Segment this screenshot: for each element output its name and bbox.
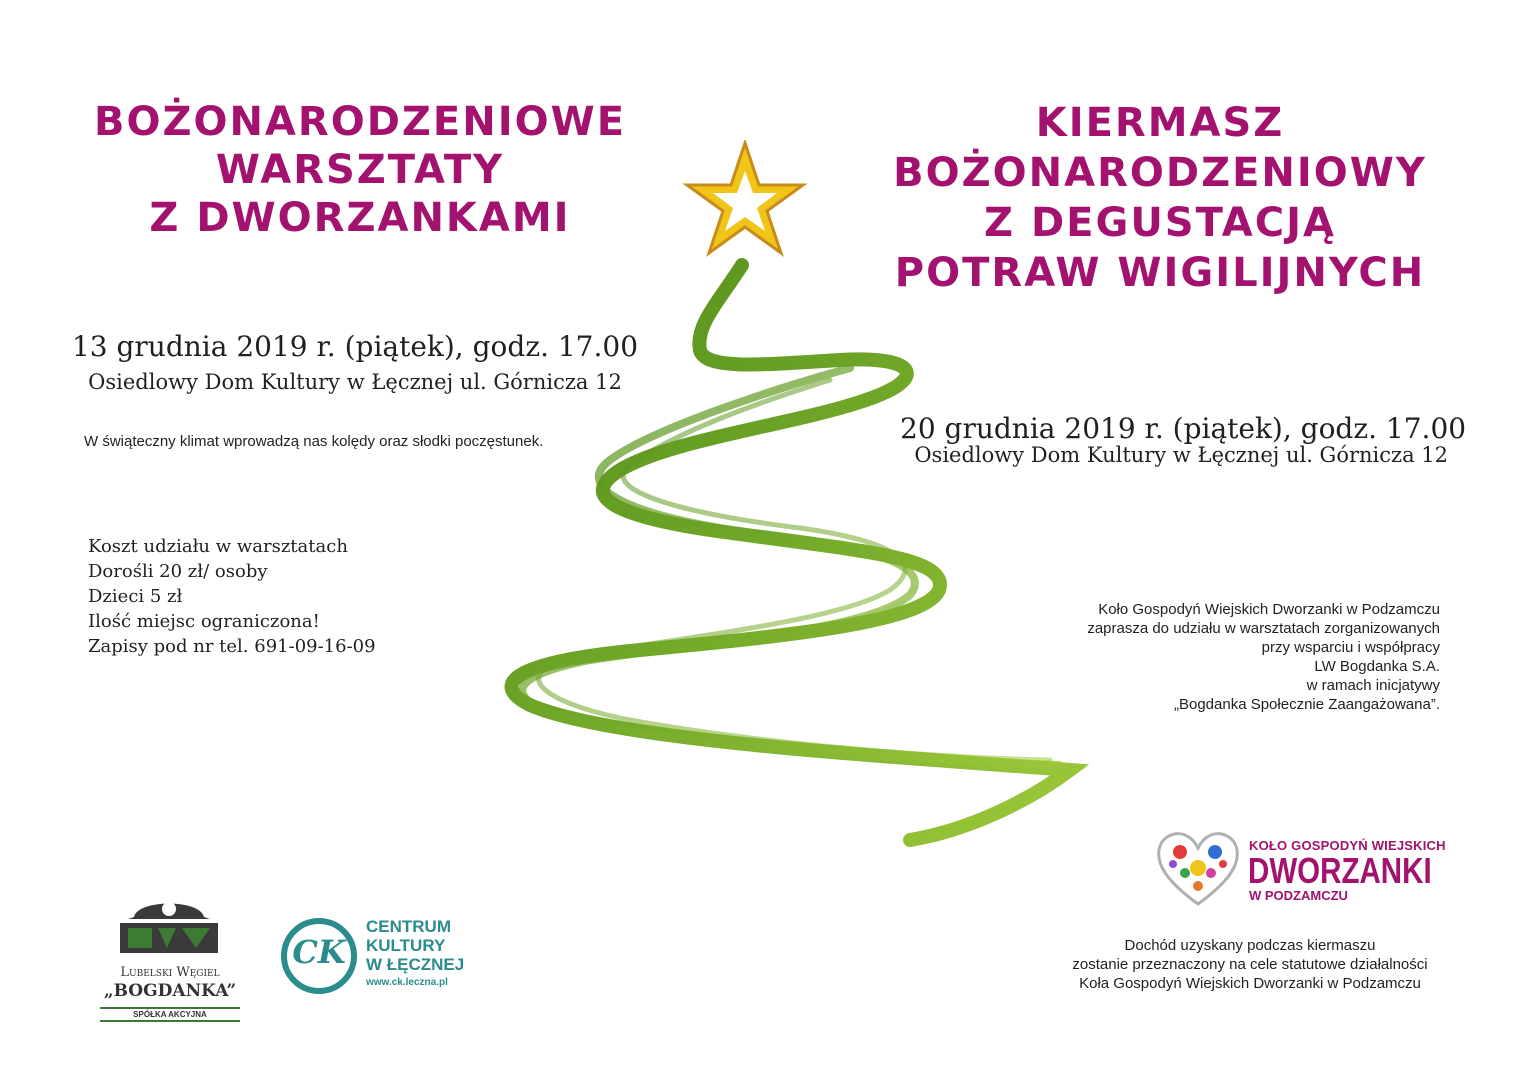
bogdanka-logo xyxy=(100,895,240,1030)
left-event-date: 13 grudnia 2019 r. (piątek), godz. 17.00 xyxy=(71,330,639,363)
ck-line1: CENTRUM xyxy=(366,917,451,936)
kgw-line3: W PODZAMCZU xyxy=(1249,888,1348,903)
left-title-line: Z DWORZANKAMI xyxy=(149,195,571,241)
kgw-dworzanki-logo xyxy=(1155,828,1445,908)
right-title-line: BOŻONARODZENIOWY xyxy=(893,150,1427,196)
cost-line: Dorośli 20 zł/ osoby xyxy=(88,561,268,582)
organizer-line: „Bogdanka Społecznie Zaangażowana”. xyxy=(1173,696,1440,713)
left-event-venue: Osiedlowy Dom Kultury w Łęcznej ul. Górnicza 12 xyxy=(88,370,622,394)
organizer-line: przy wsparciu i współpracy xyxy=(1261,639,1440,656)
kgw-line1: KOŁO GOSPODYŃ WIEJSKICH xyxy=(1249,838,1446,853)
left-event-title xyxy=(60,98,660,242)
cost-line: Koszt udziału w warsztatach xyxy=(88,536,348,557)
left-title-line: BOŻONARODZENIOWE xyxy=(93,99,627,145)
organizer-info xyxy=(960,600,1440,714)
folk-heart-icon xyxy=(1155,828,1241,908)
ck-line3: W ŁĘCZNEJ xyxy=(366,955,465,974)
cost-line: Zapisy pod nr tel. 691-09-16-09 xyxy=(88,636,376,657)
left-title-line: WARSZTATY xyxy=(215,147,505,193)
bogdanka-line1: Lubelski Węgiel xyxy=(120,965,220,980)
proceeds-line: zostanie przeznaczony na cele statutowe działalności xyxy=(1072,956,1428,973)
right-event-venue: Osiedlowy Dom Kultury w Łęcznej ul. Górnicza 12 xyxy=(914,443,1448,467)
bogdanka-line2: „BOGDANKA” xyxy=(103,981,237,1001)
cost-line: Ilość miejsc ograniczona! xyxy=(88,611,320,632)
ck-monogram: CK xyxy=(292,933,346,971)
star-icon xyxy=(687,143,803,253)
ck-url: www.ck.leczna.pl xyxy=(366,977,448,988)
ck-logo xyxy=(278,915,468,1005)
organizer-line: LW Bogdanka S.A. xyxy=(1314,658,1440,675)
mining-emblem-icon xyxy=(114,895,224,957)
cost-info xyxy=(88,534,376,659)
organizer-line: Koło Gospodyń Wiejskich Dworzanki w Podzamczu xyxy=(1098,601,1440,618)
proceeds-line: Dochód uzyskany podczas kiermaszu xyxy=(1124,937,1376,954)
organizer-line: w ramach inicjatywy xyxy=(1306,677,1440,694)
cost-line: Dzieci 5 zł xyxy=(88,586,183,607)
proceeds-line: Koła Gospodyń Wiejskich Dworzanki w Podzamczu xyxy=(1079,975,1421,992)
ck-line2: KULTURY xyxy=(366,936,446,955)
right-title-line: POTRAW WIGILIJNYCH xyxy=(894,250,1426,296)
kgw-line2: DWORZANKI xyxy=(1248,850,1432,891)
proceeds-info xyxy=(1060,936,1440,993)
right-event-date: 20 grudnia 2019 r. (piątek), godz. 17.00 xyxy=(900,412,1467,445)
organizer-line: zaprasza do udziału w warsztatach zorganizowanych xyxy=(1087,620,1440,637)
right-title-line: Z DEGUSTACJĄ xyxy=(984,200,1336,246)
right-title-line: KIERMASZ xyxy=(1035,100,1285,146)
bogdanka-line3: SPÓŁKA AKCYJNA xyxy=(100,1007,240,1022)
left-event-note: W świąteczny klimat wprowadzą nas kolędy oraz słodki poczęstunek. xyxy=(84,433,544,450)
right-event-title xyxy=(850,98,1470,298)
